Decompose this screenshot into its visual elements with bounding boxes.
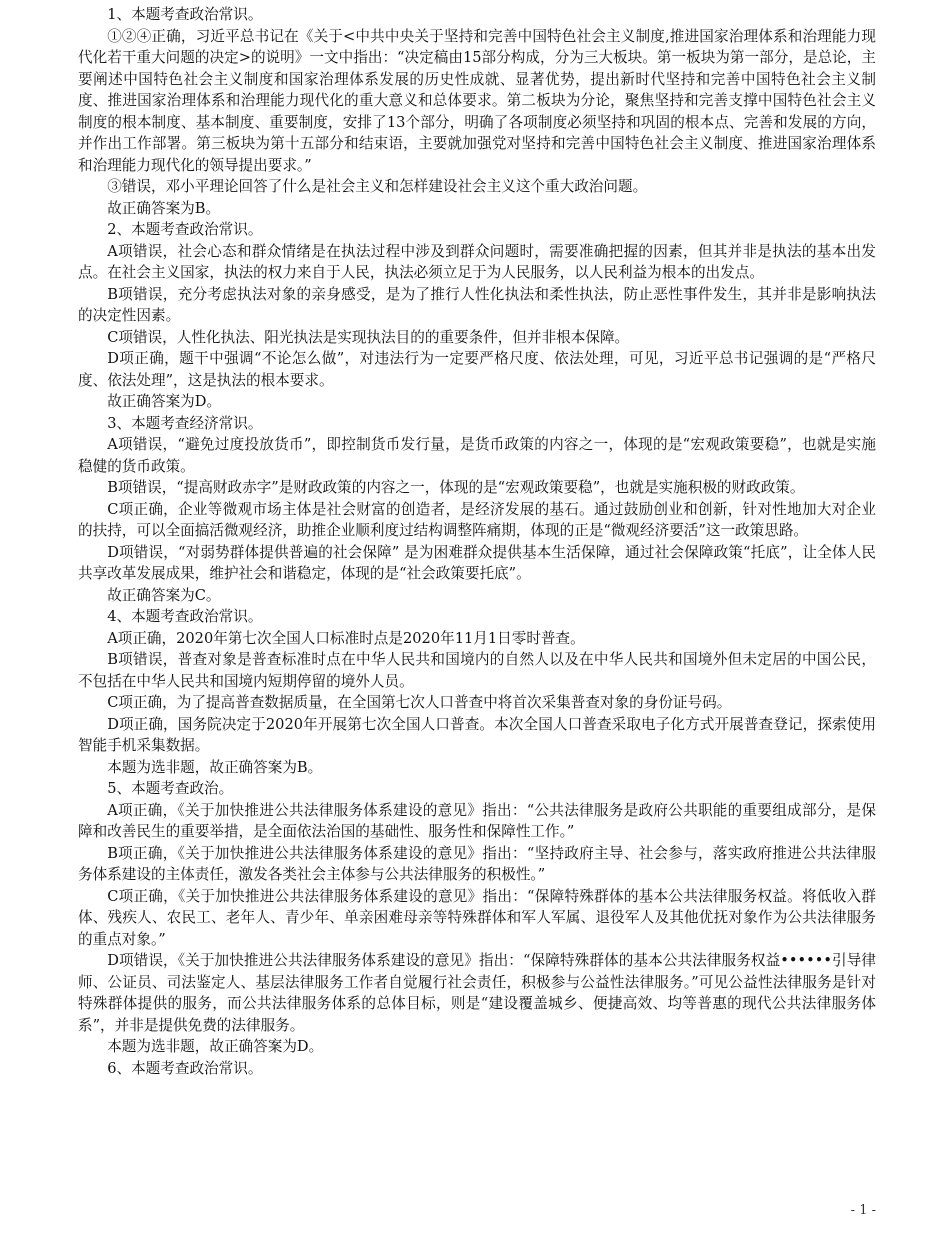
paragraph: D项正确，国务院决定于2020年开展第七次全国人口普查。本次全国人口普查采取电子化方式开展普查登记，探索使用智能手机采集数据。 xyxy=(78,715,876,754)
paragraph: 4、本题考查政治常识。 xyxy=(107,608,263,625)
paragraph: B项错误，普查对象是普查标准时点在中华人民共和国境内的自然人以及在中华人民共和国境外但未定居的中国公民，不包括在中华人民共和国境内短期停留的境外人员。 xyxy=(78,651,876,690)
paragraph: 故正确答案为C。 xyxy=(107,586,221,604)
paragraph: A项错误，社会心态和群众情绪是在执法过程中涉及到群众问题时，需要准确把握的因素，但其并非是执法的基本出发点。在社会主义国家，执法的权力来自于人民，执法必须立足于为人民服务，以人民利益为根本的出发点。 xyxy=(78,242,876,281)
paragraph: 故正确答案为B。 xyxy=(107,199,221,217)
paragraph: 2、本题考查政治常识。 xyxy=(107,221,263,238)
paragraph: A项正确，《关于加快推进公共法律服务体系建设的意见》指出：“公共法律服务是政府公共职能的重要组成部分，是保障和改善民生的重要举措，是全面依法治国的基础性、服务性和保障性工作。” xyxy=(78,801,876,840)
paragraph: C项正确，为了提高普查数据质量，在全国第七次人口普查中将首次采集普查对象的身份证号码。 xyxy=(107,694,732,711)
paragraph: C项错误，人性化执法、阳光执法是实现执法目的的重要条件，但并非根本保障。 xyxy=(107,328,630,346)
paragraph: 故正确答案为D。 xyxy=(107,393,222,410)
paragraph: C项正确，企业等微观市场主体是社会财富的创造者，是经济发展的基石。通过鼓励创业和创新，针对性地加大对企业的扶持，可以全面搞活微观经济，助推企业顺利度过结构调整阵痛期，体现的正是“微观经济要活”这一政策思路。 xyxy=(78,500,876,539)
paragraph: ③错误，邓小平理论回答了什么是社会主义和怎样建设社会主义这个重大政治问题。 xyxy=(107,178,648,195)
paragraph: 3、本题考查经济常识。 xyxy=(107,414,263,432)
paragraph: ①②④正确，习近平总书记在《关于<中共中央关于坚持和完善中国特色社会主义制度,推进国家治理体系和治理能力现代化若干重大问题的决定>的说明》一文中指出：“决定稿由15部分构成，分为三大板块。第一板块为第一部分，是总论，主要阐述中国特色社会主义制度和国家治理体系发展的历史性成就、显著优势，提出新时代坚持和完善中国特色社会主义制度、推进国家治理体系和治理能力现代化的重大意义和总体要求。第二板块为分论，聚焦坚持和完善支撑中国特色社会主义制度的根本制度、基本制度、重要制度，安排了13个部分，明确了各项制度必须坚持和巩固的根本点、完善和发展的方向，并作出工作部署。第三板块为第十五部分和结束语，主要就加强党对坚持和完善中国特色社会主义制度、推进国家治理体系和治理能力现代化的领导提出要求。” xyxy=(78,27,876,174)
paragraph: 6、本题考查政治常识。 xyxy=(107,1059,263,1077)
paragraph: 5、本题考查政治。 xyxy=(107,780,234,797)
paragraph: 本题为选非题，故正确答案为D。 xyxy=(107,1038,324,1055)
page-number: - 1 - xyxy=(850,1203,876,1218)
paragraph: B项错误，充分考虑执法对象的亲身感受，是为了推行人性化执法和柔性执法，防止恶性事件发生，其并非是影响执法的决定性因素。 xyxy=(78,285,876,324)
paragraph: A项正确，2020年第七次全国人口标准时点是2020年11月1日零时普查。 xyxy=(107,629,585,647)
paragraph: B项正确，《关于加快推进公共法律服务体系建设的意见》指出：“坚持政府主导、社会参与，落实政府推进公共法律服务体系建设的主体责任，激发各类社会主体参与公共法律服务的积极性。” xyxy=(78,844,876,883)
paragraph: A项错误，“避免过度投放货币”，即控制货币发行量，是货币政策的内容之一，体现的是“宏观政策要稳”，也就是实施稳健的货币政策。 xyxy=(78,436,876,475)
paragraph: D项正确，题干中强调“不论怎么做”，对违法行为一定要严格尺度、依法处理，可见，习近平总书记强调的是“严格尺度、依法处理”，这是执法的根本要求。 xyxy=(78,350,876,389)
paragraph: C项正确，《关于加快推进公共法律服务体系建设的意见》指出：“保障特殊群体的基本公共法律服务权益。将低收入群体、残疾人、农民工、老年人、青少年、单亲困难母亲等特殊群体和军人军属、退役军人及其他优抚对象作为公共法律服务的重点对象。” xyxy=(78,887,876,948)
paragraph: D项错误，《关于加快推进公共法律服务体系建设的意见》指出：“保障特殊群体的基本公共法律服务权益••••••引导律师、公证员、司法鉴定人、基层法律服务工作者自觉履行社会责任，积极参与公益性法律服务。”可见公益性法律服务是针对特殊群体提供的服务，而公共法律服务体系的总体目标，则是“建设覆盖城乡、便捷高效、均等普惠的现代公共法律服务体系”，并非是提供免费的法律服务。 xyxy=(78,952,876,1034)
paragraph: 1、本题考查政治常识。 xyxy=(107,6,263,23)
paragraph: D项错误，“对弱势群体提供普遍的社会保障” 是为困难群众提供基本生活保障，通过社会保障政策“托底”，让全体人民共享改革发展成果，维护社会和谐稳定，体现的是“社会政策要托底”。 xyxy=(78,543,876,582)
paragraph: 本题为选非题，故正确答案为B。 xyxy=(107,758,323,776)
paragraph: B项错误，“提高财政赤字”是财政政策的内容之一，体现的是“宏观政策要稳”，也就是实施积极的财政政策。 xyxy=(107,479,805,496)
